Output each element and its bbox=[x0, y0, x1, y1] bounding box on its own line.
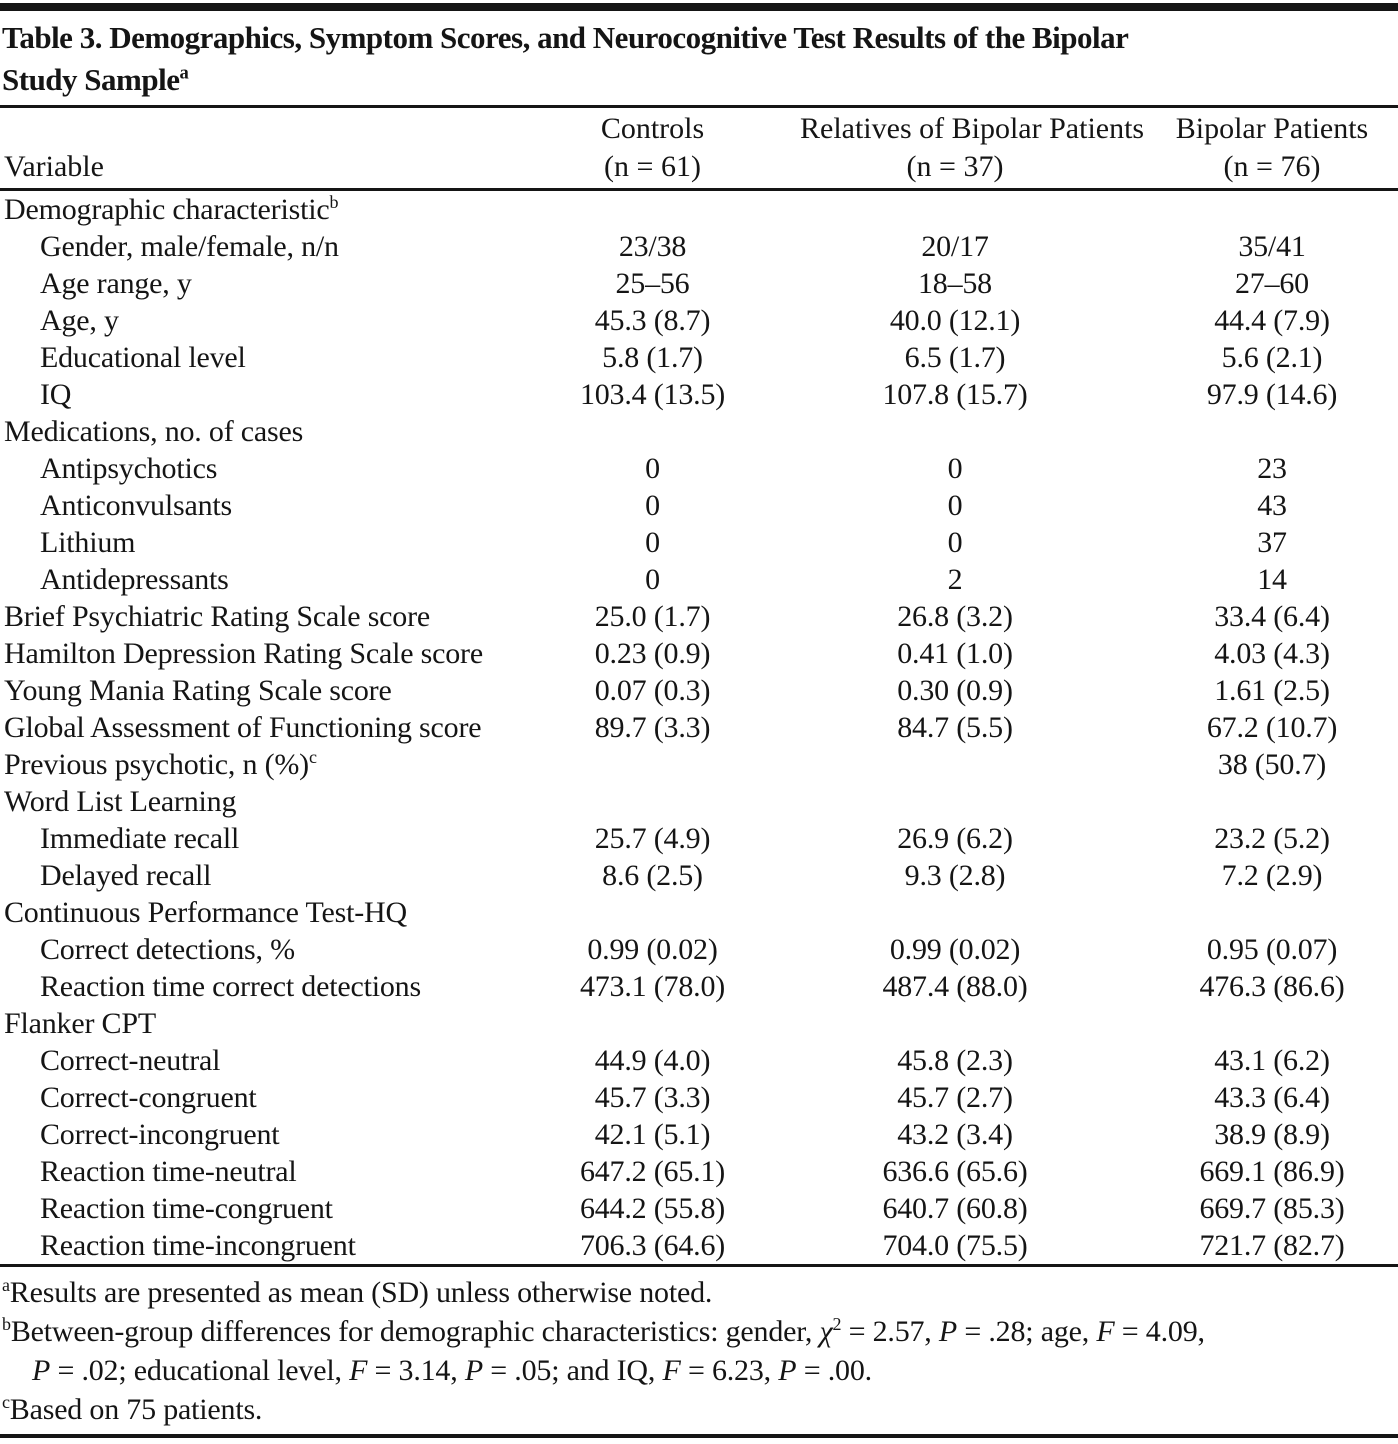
footnote-text: = .00. bbox=[796, 1354, 872, 1387]
row-value: 26.8 (3.2) bbox=[897, 600, 1013, 633]
row-value: 45.8 (2.3) bbox=[897, 1044, 1013, 1077]
row-value: 0 bbox=[645, 526, 660, 559]
row-value: 97.9 (14.6) bbox=[1206, 378, 1338, 411]
row-value: 0.99 (0.02) bbox=[889, 933, 1021, 966]
row-value: 25–56 bbox=[615, 267, 690, 300]
table-title-text-line1: Table 3. Demographics, Symptom Scores, and Neurocognitive Test Results of the Bipolar bbox=[2, 20, 1129, 55]
row-value: 23.2 (5.2) bbox=[1214, 822, 1330, 855]
row-value: 9.3 (2.8) bbox=[904, 859, 1006, 892]
footnote-text: P bbox=[32, 1354, 51, 1387]
row-label: Correct detections, % bbox=[40, 933, 295, 966]
row-value bbox=[1110, 894, 1398, 931]
row-label: Hamilton Depression Rating Scale score bbox=[4, 637, 483, 670]
row-value: 35/41 bbox=[1238, 230, 1306, 263]
table-row bbox=[0, 820, 1398, 857]
row-value bbox=[505, 191, 800, 228]
row-value bbox=[1110, 783, 1398, 820]
table-title-text-line2: Study Sample bbox=[2, 62, 180, 97]
table-row bbox=[0, 339, 1398, 376]
row-value: 44.9 (4.0) bbox=[594, 1044, 711, 1077]
row-label: Reaction time-congruent bbox=[40, 1192, 333, 1225]
top-rule-thick bbox=[0, 3, 1398, 11]
footnote-text: Based on 75 patients. bbox=[9, 1393, 263, 1426]
row-value bbox=[800, 894, 1110, 931]
row-value: 6.5 (1.7) bbox=[904, 341, 1006, 374]
table-body bbox=[0, 191, 1398, 1264]
variable-column-label: Variable bbox=[4, 150, 104, 183]
row-label: Lithium bbox=[40, 526, 136, 559]
row-value: 4.03 (4.3) bbox=[1214, 637, 1330, 670]
relatives-column-name: Relatives of Bipolar Patients bbox=[800, 112, 1145, 145]
row-label: Word List Learning bbox=[4, 785, 237, 818]
relatives-column-header bbox=[800, 110, 1145, 186]
table-row bbox=[0, 265, 1398, 302]
row-value: 669.1 (86.9) bbox=[1199, 1155, 1345, 1188]
row-value: 0 bbox=[947, 489, 963, 522]
footnote-text: P bbox=[938, 1315, 958, 1348]
row-value: 8.6 (2.5) bbox=[602, 859, 703, 892]
row-value bbox=[505, 783, 800, 820]
table-row bbox=[0, 672, 1398, 709]
row-value: 487.4 (88.0) bbox=[882, 970, 1028, 1003]
row-value: 669.7 (85.3) bbox=[1199, 1192, 1345, 1225]
row-label: Flanker CPT bbox=[4, 1007, 156, 1040]
row-footnote-marker: b bbox=[329, 192, 339, 212]
table-row bbox=[0, 450, 1398, 487]
footnote-marker: c bbox=[2, 1392, 10, 1412]
row-value: 43 bbox=[1257, 489, 1287, 522]
row-value: 18–58 bbox=[917, 267, 992, 300]
footnote-line bbox=[2, 1390, 1398, 1429]
row-value: 26.9 (6.2) bbox=[897, 822, 1013, 855]
row-value: 704.0 (75.5) bbox=[882, 1229, 1028, 1262]
footnote-text: P bbox=[778, 1354, 797, 1387]
row-value bbox=[1110, 1005, 1398, 1042]
table-row bbox=[0, 561, 1398, 598]
table-title-line2 bbox=[2, 59, 1398, 101]
footnote-line bbox=[2, 1273, 1398, 1312]
row-value: 33.4 (6.4) bbox=[1214, 600, 1330, 633]
footnote-text: = 6.23, bbox=[680, 1354, 779, 1387]
row-value bbox=[800, 746, 1110, 783]
footnotes bbox=[0, 1267, 1398, 1429]
relatives-column-n: (n = 37) bbox=[906, 150, 1004, 183]
row-value: 0 bbox=[645, 452, 660, 485]
row-value bbox=[505, 746, 800, 783]
table-title bbox=[0, 11, 1398, 105]
table-row bbox=[0, 746, 1398, 783]
controls-column-n: (n = 61) bbox=[604, 150, 701, 183]
row-label: Correct-congruent bbox=[40, 1081, 257, 1114]
row-footnote-marker: c bbox=[308, 747, 317, 767]
table-row bbox=[0, 783, 1398, 820]
row-value: 43.2 (3.4) bbox=[897, 1118, 1013, 1151]
row-value: 0 bbox=[947, 452, 963, 485]
table-row bbox=[0, 709, 1398, 746]
row-value: 640.7 (60.8) bbox=[882, 1192, 1028, 1225]
footnote-text: P bbox=[464, 1354, 483, 1387]
row-value: 706.3 (64.6) bbox=[579, 1229, 726, 1262]
row-value: 45.7 (3.3) bbox=[594, 1081, 711, 1114]
controls-column-header bbox=[505, 110, 800, 186]
footnote-text: Results are presented as mean (SD) unless otherwise noted. bbox=[9, 1276, 713, 1309]
row-value: 0.07 (0.3) bbox=[594, 674, 711, 707]
row-label: Age, y bbox=[40, 304, 119, 337]
row-value: 27–60 bbox=[1234, 267, 1309, 300]
row-value bbox=[1110, 191, 1398, 228]
row-label: Antipsychotics bbox=[40, 452, 218, 485]
row-value: 7.2 (2.9) bbox=[1221, 859, 1323, 892]
row-value: 45.7 (2.7) bbox=[897, 1081, 1013, 1114]
row-value: 67.2 (10.7) bbox=[1206, 711, 1338, 744]
row-value bbox=[800, 1005, 1110, 1042]
table-row bbox=[0, 1116, 1398, 1153]
table-row bbox=[0, 1227, 1398, 1264]
row-value: 644.2 (55.8) bbox=[579, 1192, 726, 1225]
row-value: 1.61 (2.5) bbox=[1214, 674, 1330, 707]
row-value: 0.99 (0.02) bbox=[587, 933, 718, 966]
table-row bbox=[0, 1190, 1398, 1227]
row-value: 84.7 (5.5) bbox=[897, 711, 1013, 744]
table-row bbox=[0, 968, 1398, 1005]
row-label: Immediate recall bbox=[40, 822, 240, 855]
row-label: Continuous Performance Test-HQ bbox=[4, 896, 407, 929]
table-row bbox=[0, 894, 1398, 931]
row-value: 43.1 (6.2) bbox=[1214, 1044, 1330, 1077]
table-row bbox=[0, 1042, 1398, 1079]
footnote-text: = .02; educational level, bbox=[50, 1354, 350, 1387]
row-value bbox=[505, 894, 800, 931]
row-value: 37 bbox=[1257, 526, 1287, 559]
footnote-text: F bbox=[1096, 1315, 1115, 1348]
table-row bbox=[0, 1079, 1398, 1116]
row-value: 23 bbox=[1257, 452, 1287, 485]
table-row bbox=[0, 635, 1398, 672]
row-value: 44.4 (7.9) bbox=[1214, 304, 1330, 337]
row-value: 14 bbox=[1257, 563, 1287, 596]
footnote-text: Between-group differences for demographic characteristics: gender, bbox=[10, 1315, 820, 1348]
row-label: Antidepressants bbox=[40, 563, 229, 596]
title-footnote-marker-a: a bbox=[179, 62, 189, 84]
row-value: 0 bbox=[645, 563, 660, 596]
footnote-text: = .28; age, bbox=[957, 1315, 1097, 1348]
row-label: Brief Psychiatric Rating Scale score bbox=[4, 600, 430, 633]
variable-column-header bbox=[0, 110, 505, 186]
row-label: Reaction time correct detections bbox=[40, 970, 421, 1003]
row-label: Demographic characteristic$^b$ bbox=[4, 192, 339, 226]
row-value bbox=[800, 191, 1110, 228]
footnote-text: χ bbox=[819, 1315, 833, 1348]
row-value bbox=[505, 1005, 800, 1042]
table-row bbox=[0, 1153, 1398, 1190]
table-row bbox=[0, 191, 1398, 228]
footnote-marker: 2 bbox=[832, 1314, 842, 1334]
table-row bbox=[0, 598, 1398, 635]
footnote-text: = 2.57, bbox=[841, 1315, 939, 1348]
row-label: Global Assessment of Functioning score bbox=[4, 711, 482, 744]
table-row bbox=[0, 302, 1398, 339]
row-value: 0.30 (0.9) bbox=[897, 674, 1013, 707]
row-label: Young Mania Rating Scale score bbox=[4, 674, 392, 707]
footnote-marker: a bbox=[2, 1275, 10, 1295]
table-title-line1 bbox=[2, 17, 1398, 59]
table-row bbox=[0, 228, 1398, 265]
row-value: 0 bbox=[645, 489, 660, 522]
row-label: Correct-neutral bbox=[40, 1044, 221, 1077]
table-row bbox=[0, 413, 1398, 450]
row-value: 45.3 (8.7) bbox=[594, 304, 711, 337]
footnote-line bbox=[2, 1351, 1398, 1390]
row-value bbox=[800, 413, 1110, 450]
row-value: 647.2 (65.1) bbox=[579, 1155, 726, 1188]
row-label: IQ bbox=[40, 378, 72, 411]
row-label: Previous psychotic, n (%)$^c$ bbox=[4, 747, 317, 781]
row-value: 43.3 (6.4) bbox=[1214, 1081, 1330, 1114]
row-value: 107.8 (15.7) bbox=[882, 378, 1028, 411]
row-value: 636.6 (65.6) bbox=[882, 1155, 1028, 1188]
row-value: 476.3 (86.6) bbox=[1199, 970, 1345, 1003]
footnote-text: = .05; and IQ, bbox=[482, 1354, 663, 1387]
table-row bbox=[0, 376, 1398, 413]
row-label: Reaction time-incongruent bbox=[40, 1229, 356, 1262]
row-label: Anticonvulsants bbox=[40, 489, 232, 522]
footnote-text: = 4.09, bbox=[1114, 1315, 1205, 1348]
row-value: 25.7 (4.9) bbox=[594, 822, 711, 855]
footnote-text: F bbox=[662, 1354, 681, 1387]
row-label: Reaction time-neutral bbox=[40, 1155, 297, 1188]
table-row bbox=[0, 931, 1398, 968]
row-value: 721.7 (82.7) bbox=[1199, 1229, 1345, 1262]
row-value: 0.41 (1.0) bbox=[897, 637, 1013, 670]
row-label: Educational level bbox=[40, 341, 246, 374]
row-label: Gender, male/female, n/n bbox=[40, 230, 339, 263]
row-value: 0.95 (0.07) bbox=[1206, 933, 1338, 966]
footnote-text: = 3.14, bbox=[367, 1354, 465, 1387]
column-header-row bbox=[0, 108, 1398, 188]
row-value: 103.4 (13.5) bbox=[579, 378, 726, 411]
row-value: 40.0 (12.1) bbox=[889, 304, 1021, 337]
footnote-text: F bbox=[349, 1354, 368, 1387]
row-value bbox=[505, 413, 800, 450]
row-value: 0.23 (0.9) bbox=[594, 637, 711, 670]
row-value: 23/38 bbox=[618, 230, 687, 263]
row-value: 20/17 bbox=[921, 230, 989, 263]
footnote-marker: b bbox=[2, 1314, 11, 1334]
row-value: 42.1 (5.1) bbox=[594, 1118, 711, 1151]
row-value: 25.0 (1.7) bbox=[594, 600, 711, 633]
bipolar-column-header bbox=[1110, 110, 1398, 186]
row-value bbox=[1110, 413, 1398, 450]
row-label: Correct-incongruent bbox=[40, 1118, 280, 1151]
table-row bbox=[0, 1005, 1398, 1042]
row-label: Medications, no. of cases bbox=[4, 415, 304, 448]
row-value: 2 bbox=[947, 563, 963, 596]
bipolar-column-name: Bipolar Patients bbox=[1175, 112, 1369, 145]
row-value bbox=[800, 783, 1110, 820]
row-label: Delayed recall bbox=[40, 859, 212, 892]
bipolar-column-n: (n = 76) bbox=[1223, 150, 1321, 183]
row-value: 38.9 (8.9) bbox=[1214, 1118, 1330, 1151]
row-value: 473.1 (78.0) bbox=[579, 970, 726, 1003]
row-value: 5.8 (1.7) bbox=[602, 341, 703, 374]
row-value: 89.7 (3.3) bbox=[594, 711, 711, 744]
table-row bbox=[0, 857, 1398, 894]
row-value: 38 (50.7) bbox=[1217, 748, 1327, 781]
bottom-rule-thick bbox=[0, 1434, 1398, 1438]
row-label: Age range, y bbox=[40, 267, 192, 300]
row-value: 0 bbox=[947, 526, 963, 559]
footnote-line bbox=[2, 1312, 1398, 1351]
row-value: 5.6 (2.1) bbox=[1221, 341, 1323, 374]
table-row bbox=[0, 524, 1398, 561]
table-row bbox=[0, 487, 1398, 524]
controls-column-name: Controls bbox=[600, 112, 705, 145]
